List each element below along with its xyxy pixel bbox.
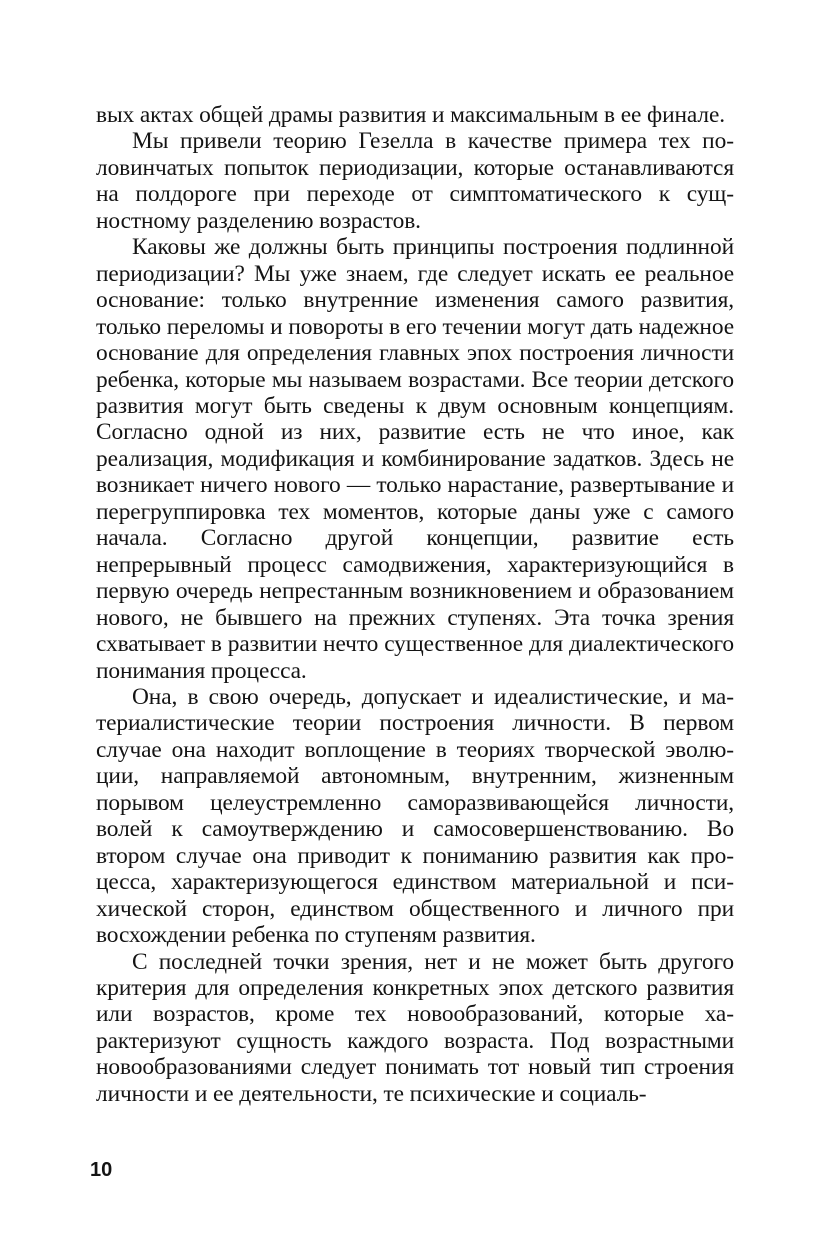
paragraph-2: Мы привели теорию Гезелла в качестве примера тех половинчатых попыток периодизации, которые останавливаются на полдороге при переходе от симптоматического к сущностному разделению возрастов.	[96, 128, 734, 234]
paragraph-3: Каковы же должны быть принципы построения подлинной периодизации? Мы уже знаем, где следует искать ее реальное основание: только внутренние изменения самого развития, только переломы и повороты в его течении могут дать надежное основание для определения главных эпох построения личности ребенка, которые мы называем возрастами. Все теории детского развития могут быть сведены к двум основным концепциям. Согласно одной из них, развитие есть не что иное, как реализация, модификация и комбинирование задатков. Здесь не возникает ничего нового — только нарастание, развертывание и перегруппировка тех моментов, которые даны уже с самого начала. Согласно другой концепции, развитие есть непрерывный процесс самодвижения, характеризующийся в первую очередь непрестанным возникновением и образованием нового, не бывшего на прежних ступенях. Эта точка зрения схватывает в развитии нечто существенное для диалектического понимания процесса.	[96, 234, 734, 684]
page-number: 10	[90, 1159, 113, 1181]
body-text	[96, 102, 734, 1107]
paragraph-5: С последней точки зрения, нет и не может быть другого критерия для определения конкретных эпох детского развития или возрастов, кроме тех новообразований, которые характеризуют сущность каждого возраста. Под возрастными новообразованиями следует понимать тот новый тип строения личности и ее деятельности, те психические и социаль-	[96, 948, 734, 1107]
paragraph-4: Она, в свою очередь, допускает и идеалистические, и материалистические теории построения личности. В первом случае она находит воплощение в теориях творческой эволюции, направляемой автономным, внутренним, жизненным порывом целеустремленно саморазвивающейся личности, волей к самоутверждению и самосовершенствованию. Во втором случае она приводит к пониманию развития как процесса, характеризующегося единством материальной и психической сторон, единством общественного и личного при восхождении ребенка по ступеням развития.	[96, 683, 734, 949]
paragraph-1: вых актах общей драмы развития и максимальным в ее финале.	[96, 102, 726, 128]
